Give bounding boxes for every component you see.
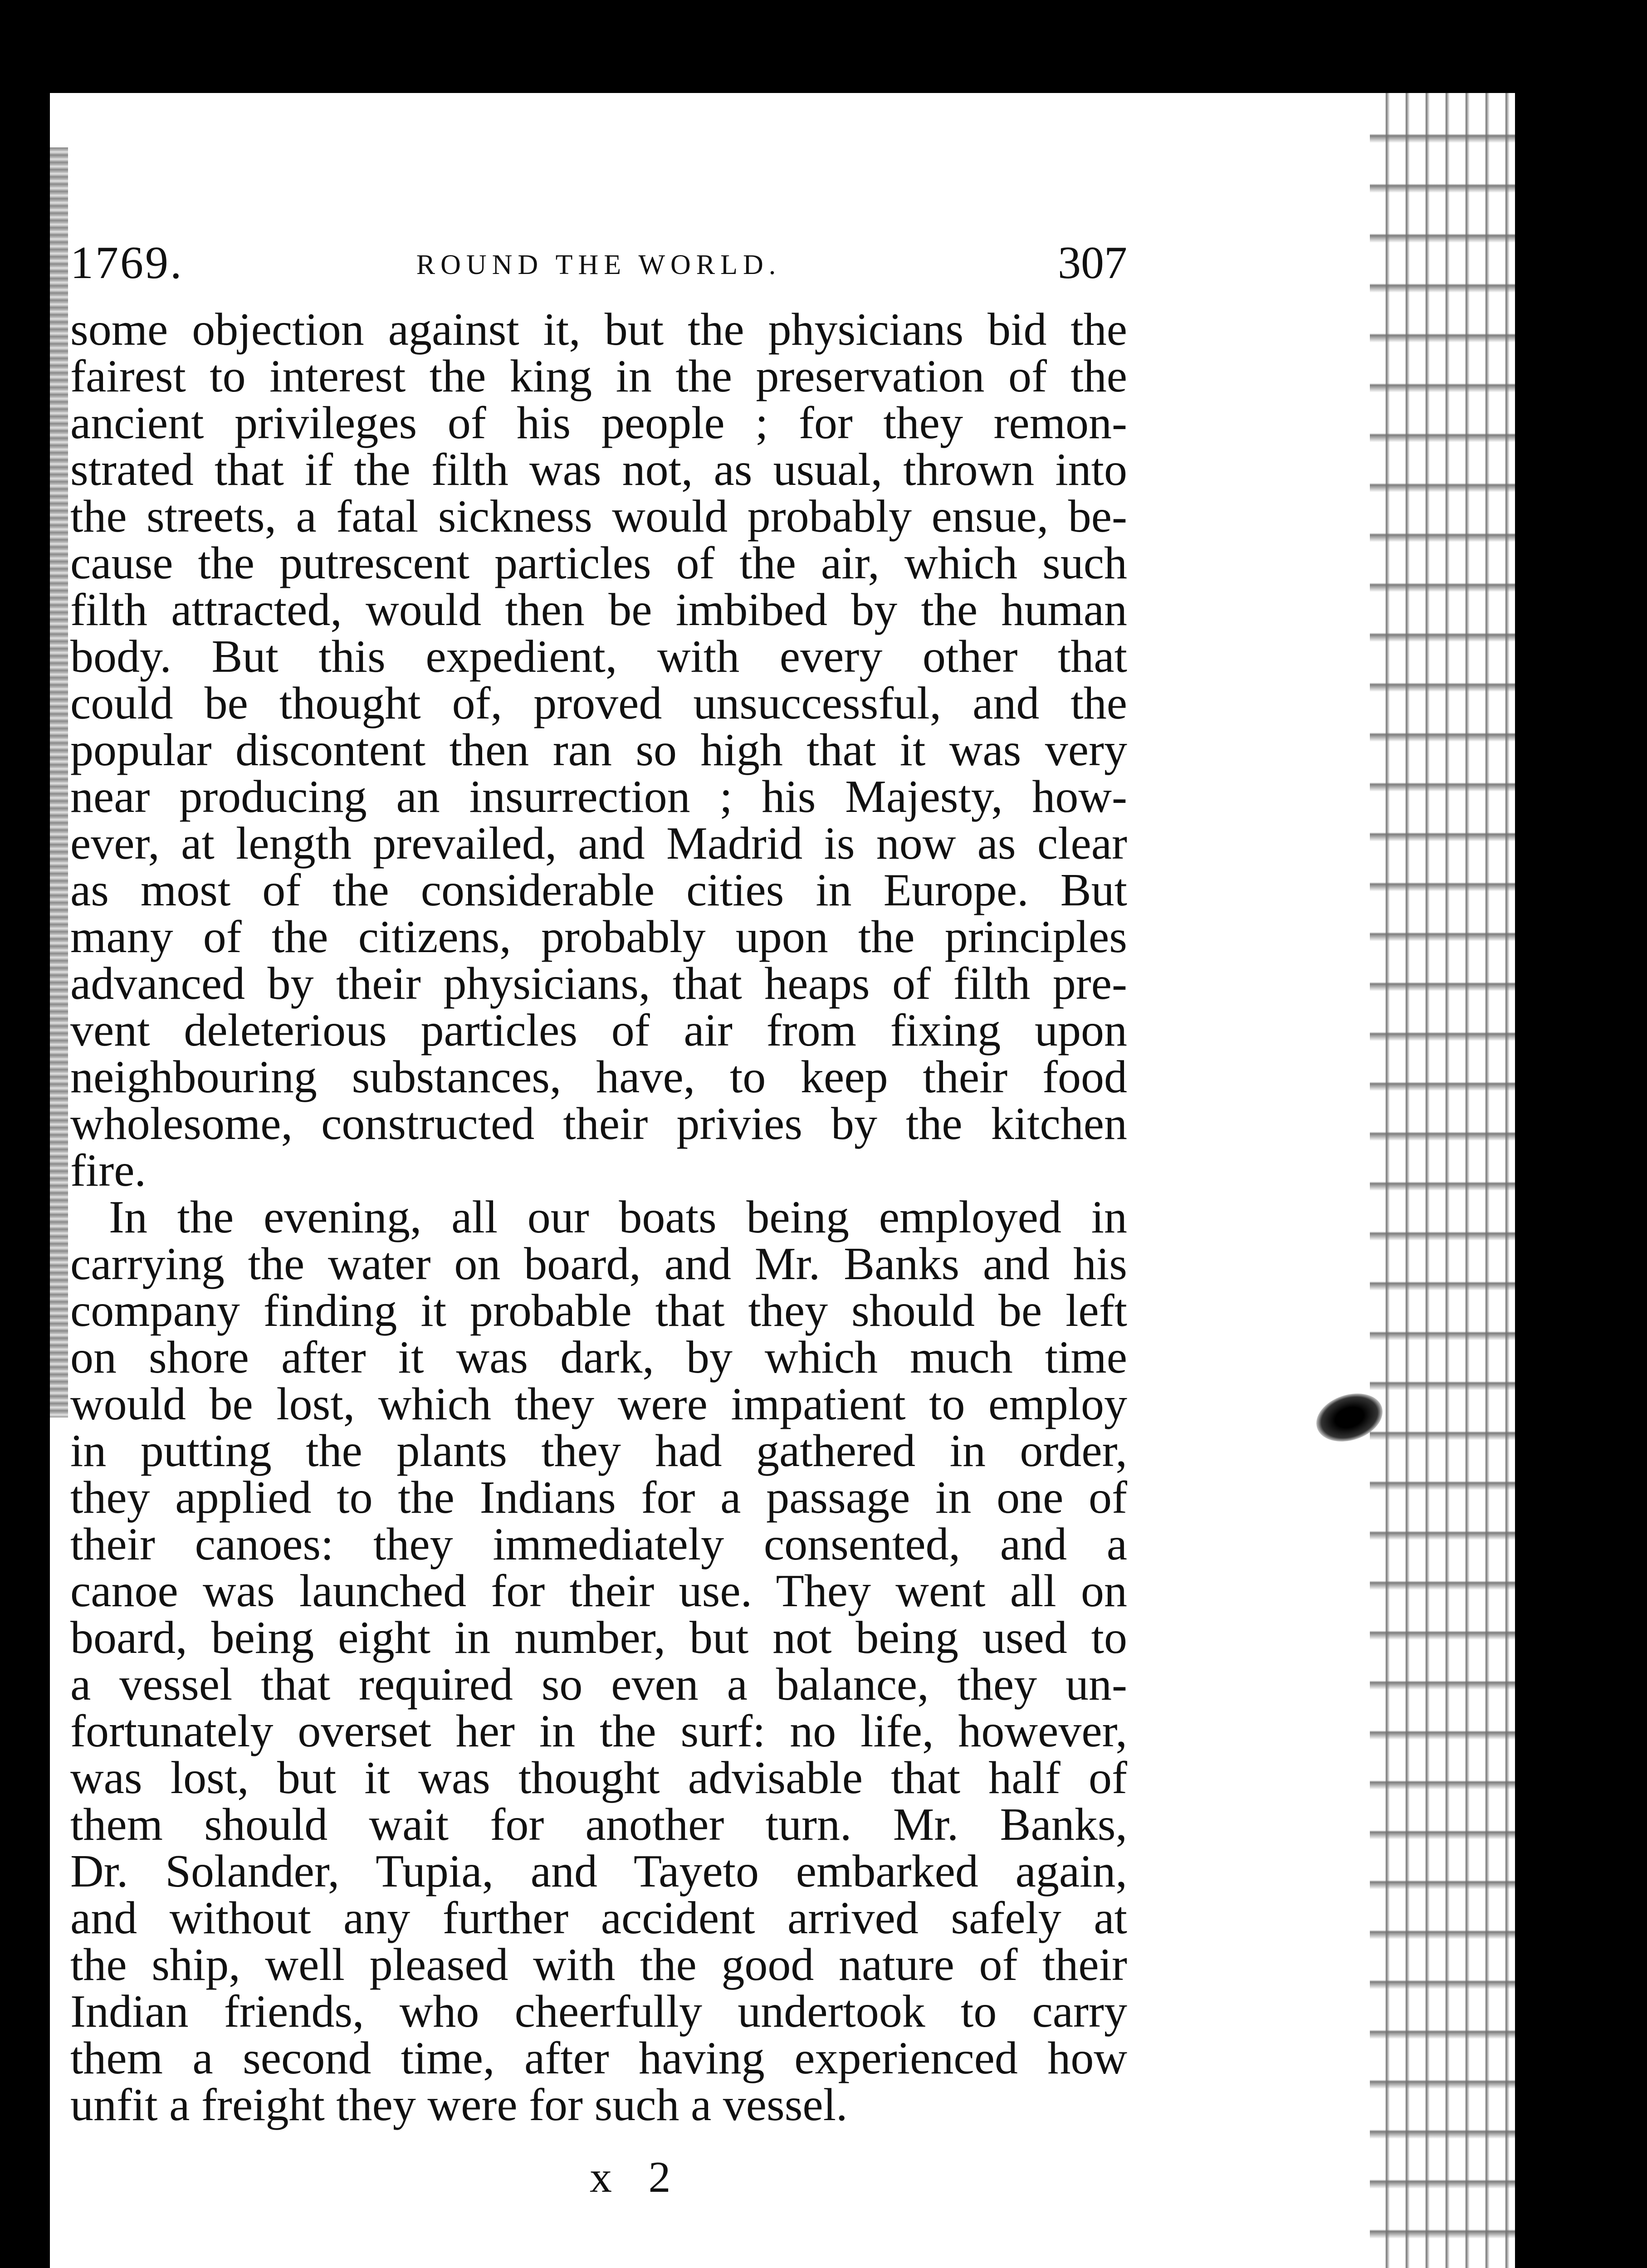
text-line: wholesome, constructed their privies by the kitchen bbox=[70, 1098, 1127, 1149]
text-line: the streets, a fatal sickness would probably ensue, be- bbox=[70, 491, 1127, 542]
text-line: company finding it probable that they should be left bbox=[70, 1285, 1127, 1336]
text-line: ancient privileges of his people ; for they remon- bbox=[70, 397, 1127, 449]
text-line: on shore after it was dark, by which much time bbox=[70, 1332, 1127, 1383]
text-line: vent deleterious particles of air from fixing upon bbox=[70, 1005, 1127, 1056]
text-line: fairest to interest the king in the preservation of the bbox=[70, 351, 1127, 402]
text-line: filth attracted, would then be imbibed by the human bbox=[70, 584, 1127, 635]
text-line: and without any further accident arrived safely at bbox=[70, 1892, 1127, 1944]
text-line: popular discontent then ran so high that it was very bbox=[70, 724, 1127, 776]
text-line: fire. bbox=[70, 1145, 147, 1196]
text-line: could be thought of, proved unsuccessful, and the bbox=[70, 678, 1127, 729]
body-text bbox=[70, 304, 1127, 2131]
text-line: was lost, but it was thought advisable that half of bbox=[70, 1752, 1127, 1804]
text-line: them should wait for another turn. Mr. Banks, bbox=[70, 1799, 1127, 1850]
text-line: as most of the considerable cities in Europe. But bbox=[70, 865, 1127, 916]
running-head-title: ROUND THE WORLD. bbox=[416, 249, 782, 280]
text-line: ever, at length prevailed, and Madrid is now as clear bbox=[70, 818, 1127, 869]
page-number: 307 bbox=[1058, 237, 1127, 288]
text-line: some objection against it, but the physicians bid the bbox=[70, 304, 1127, 355]
text-line: a vessel that required so even a balance, they un- bbox=[70, 1659, 1127, 1710]
text-line: they applied to the Indians for a passage in one of bbox=[70, 1472, 1127, 1523]
text-line: Indian friends, who cheerfully undertook to carry bbox=[70, 1986, 1127, 2037]
text-line: advanced by their physicians, that heaps of filth pre- bbox=[70, 958, 1127, 1009]
text-line: them a second time, after having experienced how bbox=[70, 2033, 1127, 2084]
text-line: strated that if the filth was not, as usual, thrown into bbox=[70, 444, 1127, 495]
binding-shadow bbox=[50, 147, 68, 1418]
text-line: body. But this expedient, with every other that bbox=[70, 631, 1127, 682]
text-line: Dr. Solander, Tupia, and Tayeto embarked again, bbox=[70, 1846, 1127, 1897]
text-line: board, being eight in number, but not being used to bbox=[70, 1612, 1127, 1663]
text-line: would be lost, which they were impatient to employ bbox=[70, 1378, 1127, 1430]
text-line: In the evening, all our boats being employed in bbox=[109, 1192, 1127, 1243]
signature-mark: x 2 bbox=[590, 2153, 684, 2202]
text-line: neighbouring substances, have, to keep their food bbox=[70, 1051, 1127, 1103]
text-line: their canoes: they immediately consented, and a bbox=[70, 1519, 1127, 1570]
text-line: fortunately overset her in the surf: no life, however, bbox=[70, 1706, 1127, 1757]
text-line: canoe was launched for their use. They went all on bbox=[70, 1565, 1127, 1617]
text-line: many of the citizens, probably upon the principles bbox=[70, 911, 1127, 963]
text-line: the ship, well pleased with the good nature of their bbox=[70, 1939, 1127, 1990]
text-line: unfit a freight they were for such a vessel. bbox=[70, 2079, 848, 2131]
running-head bbox=[70, 231, 1127, 295]
text-line: cause the putrescent particles of the air, which such bbox=[70, 538, 1127, 589]
page-edge-speckle bbox=[1370, 93, 1515, 2268]
text-line: near producing an insurrection ; his Majesty, how- bbox=[70, 771, 1127, 822]
text-line: carrying the water on board, and Mr. Banks and his bbox=[70, 1238, 1127, 1290]
running-head-year: 1769. bbox=[70, 237, 184, 288]
text-line: in putting the plants they had gathered in order, bbox=[70, 1425, 1127, 1476]
